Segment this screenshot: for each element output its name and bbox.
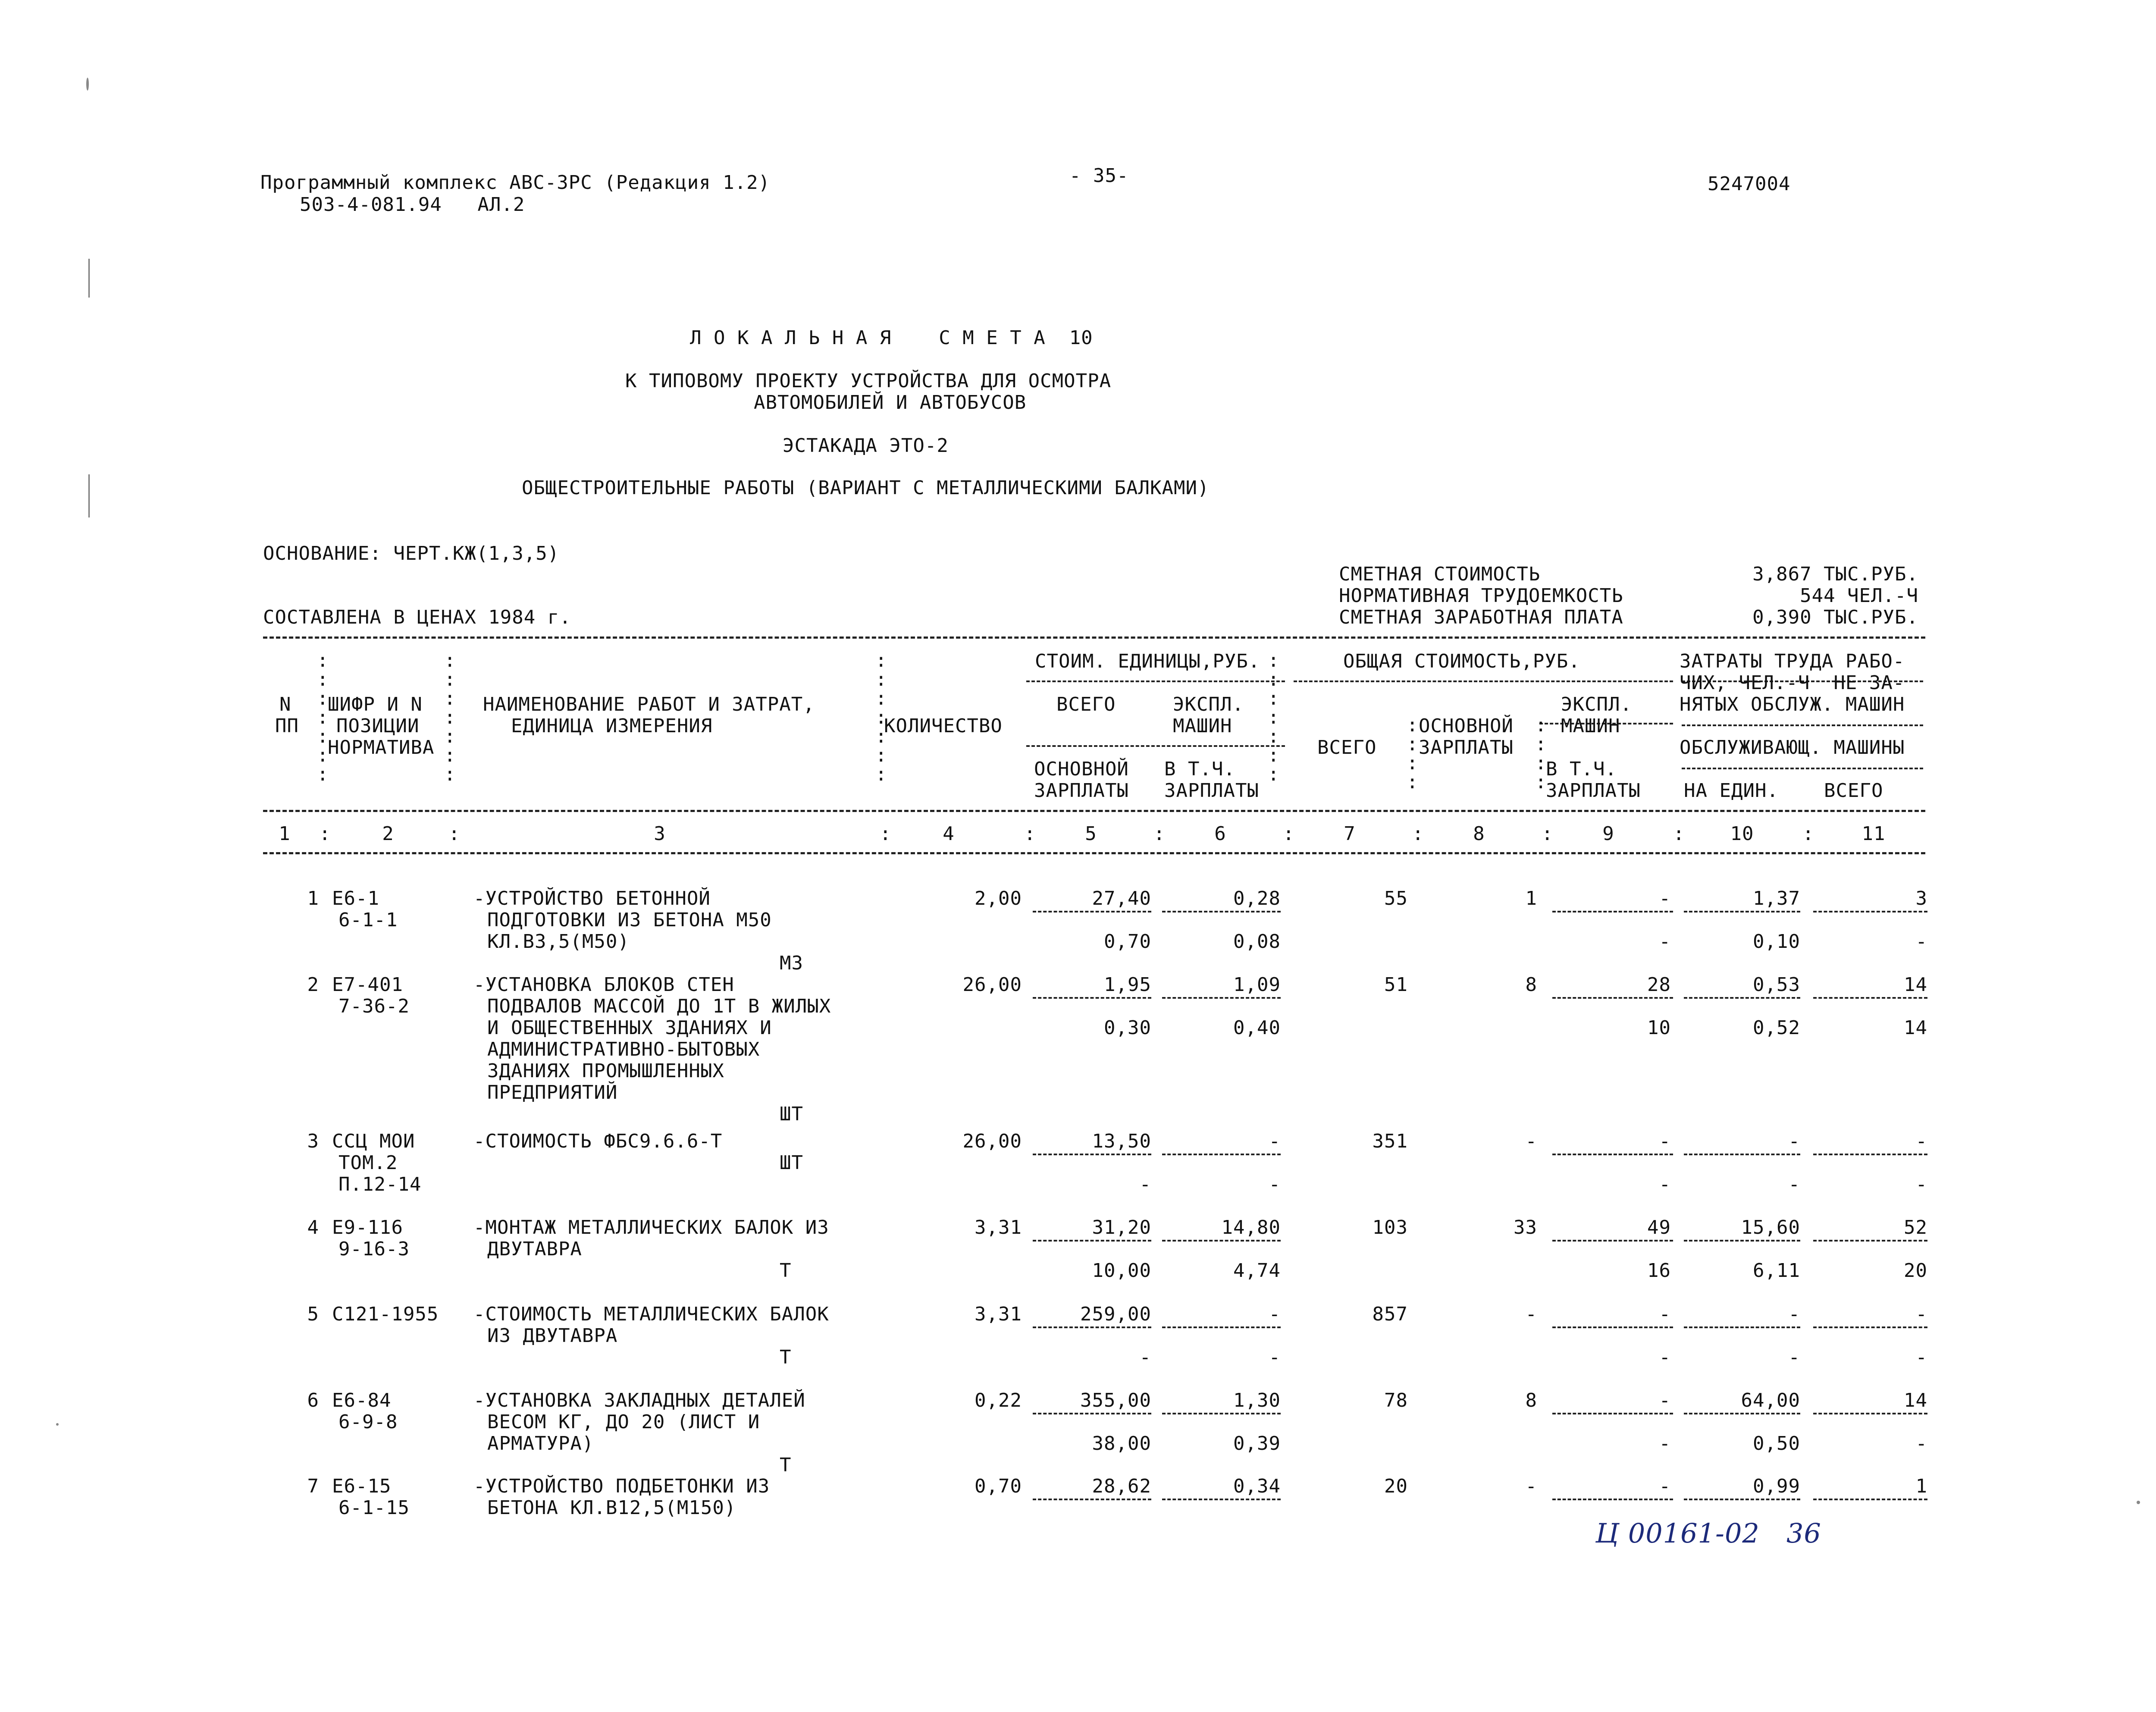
position-code: Е7-401 xyxy=(332,974,403,996)
column-separator: : xyxy=(880,823,892,845)
cell-c8: - xyxy=(1525,1475,1537,1497)
basis: ОСНОВАНИЕ: ЧЕРТ.КЖ(1,3,5) xyxy=(263,542,560,564)
cell-c11: 3 xyxy=(1915,887,1927,909)
col-9-header: В Т.Ч. xyxy=(1546,758,1617,780)
cell-c5: 355,00 xyxy=(1080,1389,1151,1411)
column-separator: : xyxy=(1802,823,1814,845)
work-name: ЗДАНИЯХ ПРОМЫШЛЕННЫХ xyxy=(487,1060,724,1082)
total-cost-header: ОБЩАЯ СТОИМОСТЬ,РУБ. xyxy=(1343,650,1580,672)
column-separator: : : : : : : : xyxy=(444,649,456,785)
cell-c10b: 6,11 xyxy=(1753,1260,1800,1282)
col-3-header: НАИМЕНОВАНИЕ РАБОТ И ЗАТРАТ, xyxy=(483,693,815,715)
cell-c5b: - xyxy=(1139,1346,1151,1368)
document-code: 503-4-081.94 АЛ.2 xyxy=(300,194,525,216)
cell-c9b: 16 xyxy=(1647,1260,1671,1282)
position-code: 9-16-3 xyxy=(338,1238,410,1260)
row-number: 6 xyxy=(307,1389,319,1411)
col-6-header: МАШИН xyxy=(1173,715,1232,737)
subtotal-divider xyxy=(1813,1499,1927,1500)
cell-c6b: 0,40 xyxy=(1233,1017,1281,1039)
scan-speck xyxy=(86,78,89,91)
subtotal-divider xyxy=(1552,1154,1673,1155)
document-id: 5247004 xyxy=(1708,173,1791,195)
cell-c9: - xyxy=(1659,1389,1671,1411)
header-divider xyxy=(1294,680,1673,682)
summary-value: 0,390 ТЫС.РУБ. xyxy=(1752,606,1918,628)
column-separator: : : : : : : : xyxy=(875,649,887,785)
col-1-header: ПП xyxy=(275,715,299,737)
unit-of-measure: М3 xyxy=(780,952,803,974)
subtotal-divider xyxy=(1162,1326,1281,1328)
subtotal-divider xyxy=(1033,1326,1151,1328)
col-6-header: В Т.Ч. xyxy=(1164,758,1235,780)
scan-mark xyxy=(88,474,90,500)
cell-c9: 28 xyxy=(1647,974,1671,996)
header-bottom-rule xyxy=(263,810,1925,812)
col-6-header: ЭКСПЛ. xyxy=(1173,693,1244,715)
subtotal-divider xyxy=(1813,1240,1927,1242)
subtotal-divider xyxy=(1684,997,1800,999)
row-number: 2 xyxy=(307,974,319,996)
cell-c10b: 0,52 xyxy=(1753,1017,1800,1039)
col-1-header: N xyxy=(279,693,291,715)
cell-c10b: - xyxy=(1788,1173,1800,1195)
position-code: Е6-1 xyxy=(332,887,379,909)
cell-c10b: 0,10 xyxy=(1753,931,1800,953)
project-line-2: АВТОМОБИЛЕЙ И АВТОБУСОВ xyxy=(754,392,1027,414)
cell-c6: 0,34 xyxy=(1233,1475,1281,1497)
col-8-header: ЗАРПЛАТЫ xyxy=(1419,737,1514,759)
subtotal-divider xyxy=(1552,1326,1673,1328)
cell-c8: - xyxy=(1525,1130,1537,1152)
cell-c8: 8 xyxy=(1525,1389,1537,1411)
summary-value: 544 ЧЕЛ.-Ч xyxy=(1800,585,1918,607)
subtotal-divider xyxy=(1033,911,1151,912)
subtotal-divider xyxy=(1813,1154,1927,1155)
work-name: -УСТАНОВКА БЛОКОВ СТЕН xyxy=(473,974,734,996)
col-9-header: ЗАРПЛАТЫ xyxy=(1546,780,1641,802)
cell-qty: 3,31 xyxy=(975,1217,1022,1239)
col-7-header: ВСЕГО xyxy=(1317,737,1377,759)
subtotal-divider xyxy=(1684,911,1800,912)
cell-c8: 8 xyxy=(1525,974,1537,996)
cell-c9: - xyxy=(1659,1130,1671,1152)
unit-of-measure: Т xyxy=(780,1260,792,1282)
column-separator: : : : : : : : xyxy=(317,649,329,785)
cell-c9: - xyxy=(1659,1303,1671,1325)
cell-c10: 64,00 xyxy=(1741,1389,1800,1411)
col-5-header: ОСНОВНОЙ xyxy=(1034,758,1129,780)
column-separator: : xyxy=(1412,823,1424,845)
cell-c6b: - xyxy=(1269,1346,1281,1368)
work-name: АРМАТУРА) xyxy=(487,1433,594,1455)
subtotal-divider xyxy=(1162,1154,1281,1155)
col-9-header: МАШИН xyxy=(1561,715,1620,737)
cell-c9: 49 xyxy=(1647,1217,1671,1239)
cell-c5: 259,00 xyxy=(1080,1303,1151,1325)
cell-qty: 3,31 xyxy=(975,1303,1022,1325)
cell-c6: 1,30 xyxy=(1233,1389,1281,1411)
cell-c10b: 0,50 xyxy=(1753,1433,1800,1455)
column-number: 4 xyxy=(943,823,955,845)
cell-c11: - xyxy=(1915,1303,1927,1325)
cell-c5: 28,62 xyxy=(1092,1475,1151,1497)
column-separator: : xyxy=(448,823,461,845)
cell-c10b: - xyxy=(1788,1346,1800,1368)
subtotal-divider xyxy=(1162,1240,1281,1242)
subtotal-divider xyxy=(1033,1413,1151,1414)
column-number: 1 xyxy=(279,823,291,845)
cell-qty: 26,00 xyxy=(962,974,1022,996)
column-number: 11 xyxy=(1861,823,1886,845)
work-name: И ОБЩЕСТВЕННЫХ ЗДАНИЯХ И xyxy=(487,1017,772,1039)
position-code: 6-9-8 xyxy=(338,1411,398,1433)
subtotal-divider xyxy=(1033,1499,1151,1500)
labor-header: НЯТЫХ ОБСЛУЖ. МАШИН xyxy=(1680,693,1905,715)
cell-c10: - xyxy=(1788,1130,1800,1152)
cell-c10: 0,53 xyxy=(1753,974,1800,996)
position-code: ТОМ.2 xyxy=(338,1152,398,1174)
header-divider xyxy=(1026,680,1285,682)
subtotal-divider xyxy=(1684,1413,1800,1414)
subtotal-divider xyxy=(1162,1413,1281,1414)
summary-label: СМЕТНАЯ ЗАРАБОТНАЯ ПЛАТА xyxy=(1339,606,1623,628)
column-number: 10 xyxy=(1730,823,1754,845)
col-2-header: ШИФР И N xyxy=(328,693,423,715)
cell-c7: 351 xyxy=(1372,1130,1408,1152)
program-name: Программный комплекс АВС-3РС (Редакция 1.2) xyxy=(260,172,771,194)
col-2-header: НОРМАТИВА xyxy=(328,737,435,759)
col-6-header: ЗАРПЛАТЫ xyxy=(1164,780,1259,802)
cell-c9b: 10 xyxy=(1647,1017,1671,1039)
column-separator: : xyxy=(1283,823,1295,845)
column-separator: : : : : xyxy=(1535,714,1547,793)
work-name: ПОДГОТОВКИ ИЗ БЕТОНА М50 xyxy=(487,909,772,931)
unit-of-measure: Т xyxy=(780,1454,792,1476)
prices-year: СОСТАВЛЕНА В ЦЕНАХ 1984 г. xyxy=(263,606,571,628)
unit-of-measure: ШТ xyxy=(780,1152,803,1174)
position-code: С121-1955 xyxy=(332,1303,439,1325)
col-10-header: НА ЕДИН. xyxy=(1684,780,1779,802)
cell-c5: 13,50 xyxy=(1092,1130,1151,1152)
subtotal-divider xyxy=(1813,1413,1927,1414)
row-number: 7 xyxy=(307,1475,319,1497)
scan-speck xyxy=(2137,1501,2140,1504)
unit-of-measure: Т xyxy=(780,1346,792,1368)
cell-c6: - xyxy=(1269,1303,1281,1325)
column-separator: : : : : xyxy=(1407,714,1419,793)
column-number: 6 xyxy=(1214,823,1226,845)
cell-c9: - xyxy=(1659,1475,1671,1497)
subtotal-divider xyxy=(1162,911,1281,912)
cell-c9b: - xyxy=(1659,1346,1671,1368)
subtotal-divider xyxy=(1552,1499,1673,1500)
subtotal-divider xyxy=(1552,911,1673,912)
col-3-header: ЕДИНИЦА ИЗМЕРЕНИЯ xyxy=(511,715,713,737)
cell-c5b: 10,00 xyxy=(1092,1260,1151,1282)
cell-c5b: 38,00 xyxy=(1092,1433,1151,1455)
cell-c8: 33 xyxy=(1514,1217,1537,1239)
subtotal-divider xyxy=(1552,1240,1673,1242)
cell-c9b: - xyxy=(1659,1433,1671,1455)
table-top-rule xyxy=(263,637,1925,639)
cell-c9b: - xyxy=(1659,1173,1671,1195)
col-9-header: ЭКСПЛ. xyxy=(1561,693,1632,715)
project-line-1: К ТИПОВОМУ ПРОЕКТУ УСТРОЙСТВА ДЛЯ ОСМОТРА xyxy=(625,370,1112,392)
work-name: ВЕСОМ КГ, ДО 20 (ЛИСТ И xyxy=(487,1411,760,1433)
column-number: 8 xyxy=(1473,823,1485,845)
row-number: 3 xyxy=(307,1130,319,1152)
summary-label: СМЕТНАЯ СТОИМОСТЬ xyxy=(1339,563,1541,585)
subtotal-divider xyxy=(1033,1240,1151,1242)
cell-c10: 0,99 xyxy=(1753,1475,1800,1497)
column-separator: : xyxy=(1542,823,1554,845)
column-separator: : xyxy=(1673,823,1685,845)
col-11-header: ВСЕГО xyxy=(1824,780,1883,802)
cell-c7: 857 xyxy=(1372,1303,1408,1325)
cell-c9: - xyxy=(1659,887,1671,909)
cell-c11: 1 xyxy=(1915,1475,1927,1497)
header-divider xyxy=(1682,768,1923,769)
work-name: ИЗ ДВУТАВРА xyxy=(487,1325,618,1347)
col-4-header: КОЛИЧЕСТВО xyxy=(884,715,1003,737)
cell-c6: 0,28 xyxy=(1233,887,1281,909)
labor-header: ОБСЛУЖИВАЮЩ. МАШИНЫ xyxy=(1680,737,1905,759)
cell-c9b: - xyxy=(1659,931,1671,953)
cell-qty: 0,70 xyxy=(975,1475,1022,1497)
column-number: 9 xyxy=(1602,823,1614,845)
cell-c11b: - xyxy=(1915,931,1927,953)
cell-c11: - xyxy=(1915,1130,1927,1152)
col-5-header: ВСЕГО xyxy=(1056,693,1116,715)
cell-c7: 103 xyxy=(1372,1217,1408,1239)
work-name: -СТОИМОСТЬ МЕТАЛЛИЧЕСКИХ БАЛОК xyxy=(473,1303,829,1325)
cell-c11b: - xyxy=(1915,1173,1927,1195)
header-divider xyxy=(1026,745,1285,747)
column-separator: : xyxy=(1153,823,1166,845)
cell-c10: 15,60 xyxy=(1741,1217,1800,1239)
subtotal-divider xyxy=(1684,1240,1800,1242)
cell-c5: 1,95 xyxy=(1104,974,1151,996)
work-name: -СТОИМОСТЬ ФБС9.6.6-Т xyxy=(473,1130,723,1152)
subtotal-divider xyxy=(1813,1326,1927,1328)
subtotal-divider xyxy=(1552,1413,1673,1414)
handwritten-note: Ц 00161-02 36 xyxy=(1595,1518,1821,1549)
position-code: П.12-14 xyxy=(338,1173,422,1195)
cell-c7: 78 xyxy=(1384,1389,1408,1411)
work-name: ДВУТАВРА xyxy=(487,1238,582,1260)
unit-of-measure: ШТ xyxy=(780,1103,803,1125)
column-separator: : : : : : : : xyxy=(1268,649,1280,785)
header-divider xyxy=(1682,724,1923,726)
cell-c5b: 0,30 xyxy=(1104,1017,1151,1039)
estimate-title: Л О К А Л Ь Н А Я С М Е Т А 10 xyxy=(690,327,1093,349)
subtotal-divider xyxy=(1033,997,1151,999)
cell-c5b: - xyxy=(1139,1173,1151,1195)
cell-c8: 1 xyxy=(1525,887,1537,909)
labor-header: ЗАТРАТЫ ТРУДА РАБО- xyxy=(1680,650,1905,672)
subtotal-divider xyxy=(1162,997,1281,999)
work-name: -УСТРОЙСТВО БЕТОННОЙ xyxy=(473,887,711,909)
cell-c6b: 0,39 xyxy=(1233,1433,1281,1455)
cell-c6: 14,80 xyxy=(1221,1217,1281,1239)
cell-c7: 55 xyxy=(1384,887,1408,909)
cell-c7: 51 xyxy=(1384,974,1408,996)
work-name: ПРЕДПРИЯТИЙ xyxy=(487,1082,618,1104)
position-code: 6-1-15 xyxy=(338,1497,410,1519)
subtotal-divider xyxy=(1813,997,1927,999)
scan-mark xyxy=(88,259,90,298)
page-number: - 35- xyxy=(1069,165,1129,187)
column-number: 3 xyxy=(654,823,666,845)
cell-c5b: 0,70 xyxy=(1104,931,1151,953)
summary-value: 3,867 ТЫС.РУБ. xyxy=(1752,563,1918,585)
col-2-header: ПОЗИЦИИ xyxy=(336,715,420,737)
cell-qty: 2,00 xyxy=(975,887,1022,909)
works-type: ОБЩЕСТРОИТЕЛЬНЫЕ РАБОТЫ (ВАРИАНТ С МЕТАЛЛИЧЕСКИМИ БАЛКАМИ) xyxy=(522,477,1210,499)
work-name: -УСТРОЙСТВО ПОДБЕТОНКИ ИЗ xyxy=(473,1475,770,1497)
position-code: Е6-84 xyxy=(332,1389,392,1411)
cell-c8: - xyxy=(1525,1303,1537,1325)
column-number: 5 xyxy=(1085,823,1097,845)
cell-c11: 52 xyxy=(1904,1217,1927,1239)
cell-qty: 0,22 xyxy=(975,1389,1022,1411)
col-5-header: ЗАРПЛАТЫ xyxy=(1034,780,1129,802)
row-number: 4 xyxy=(307,1217,319,1239)
subtotal-divider xyxy=(1684,1326,1800,1328)
subtotal-divider xyxy=(1033,1154,1151,1155)
cell-c6: 1,09 xyxy=(1233,974,1281,996)
cell-c11b: 14 xyxy=(1904,1017,1927,1039)
column-number: 2 xyxy=(382,823,394,845)
cell-qty: 26,00 xyxy=(962,1130,1022,1152)
row-number: 5 xyxy=(307,1303,319,1325)
cell-c11b: 20 xyxy=(1904,1260,1927,1282)
cell-c10: - xyxy=(1788,1303,1800,1325)
work-name: -УСТАНОВКА ЗАКЛАДНЫХ ДЕТАЛЕЙ xyxy=(473,1389,805,1411)
work-name: КЛ.В3,5(М50) xyxy=(487,931,630,953)
column-separator: : xyxy=(319,823,331,845)
subtotal-divider xyxy=(1813,911,1927,912)
cell-c10: 1,37 xyxy=(1753,887,1800,909)
position-code: ССЦ МОИ xyxy=(332,1130,415,1152)
position-code: 6-1-1 xyxy=(338,909,398,931)
subtotal-divider xyxy=(1162,1499,1281,1500)
col-8-header: ОСНОВНОЙ xyxy=(1419,715,1514,737)
column-number: 7 xyxy=(1344,823,1356,845)
row-number: 1 xyxy=(307,887,319,909)
number-row-rule xyxy=(263,852,1925,854)
work-name: АДМИНИСТРАТИВНО-БЫТОВЫХ xyxy=(487,1038,760,1060)
position-code: 7-36-2 xyxy=(338,995,410,1017)
position-code: Е9-116 xyxy=(332,1217,403,1239)
cell-c7: 20 xyxy=(1384,1475,1408,1497)
subtotal-divider xyxy=(1684,1154,1800,1155)
work-name: ПОДВАЛОВ МАССОЙ ДО 1Т В ЖИЛЫХ xyxy=(487,995,831,1017)
cell-c11b: - xyxy=(1915,1346,1927,1368)
cell-c6b: 0,08 xyxy=(1233,931,1281,953)
labor-header: ЧИХ, ЧЕЛ.-Ч НЕ ЗА- xyxy=(1680,672,1905,694)
position-code: Е6-15 xyxy=(332,1475,392,1497)
work-name: БЕТОНА КЛ.В12,5(М150) xyxy=(487,1497,736,1519)
work-name: -МОНТАЖ МЕТАЛЛИЧЕСКИХ БАЛОК ИЗ xyxy=(473,1217,829,1239)
scan-speck xyxy=(56,1423,59,1426)
cell-c5: 27,40 xyxy=(1092,887,1151,909)
cell-c11b: - xyxy=(1915,1433,1927,1455)
cell-c5: 31,20 xyxy=(1092,1217,1151,1239)
unit-cost-header: СТОИМ. ЕДИНИЦЫ,РУБ. xyxy=(1035,650,1260,672)
object-name: ЭСТАКАДА ЭТО-2 xyxy=(783,435,949,457)
cell-c11: 14 xyxy=(1904,974,1927,996)
cell-c6b: 4,74 xyxy=(1233,1260,1281,1282)
cell-c6: - xyxy=(1269,1130,1281,1152)
column-separator: : xyxy=(1024,823,1036,845)
subtotal-divider xyxy=(1552,997,1673,999)
summary-label: НОРМАТИВНАЯ ТРУДОЕМКОСТЬ xyxy=(1339,585,1623,607)
scan-mark xyxy=(88,500,90,517)
cell-c11: 14 xyxy=(1904,1389,1927,1411)
cell-c6b: - xyxy=(1269,1173,1281,1195)
subtotal-divider xyxy=(1684,1499,1800,1500)
